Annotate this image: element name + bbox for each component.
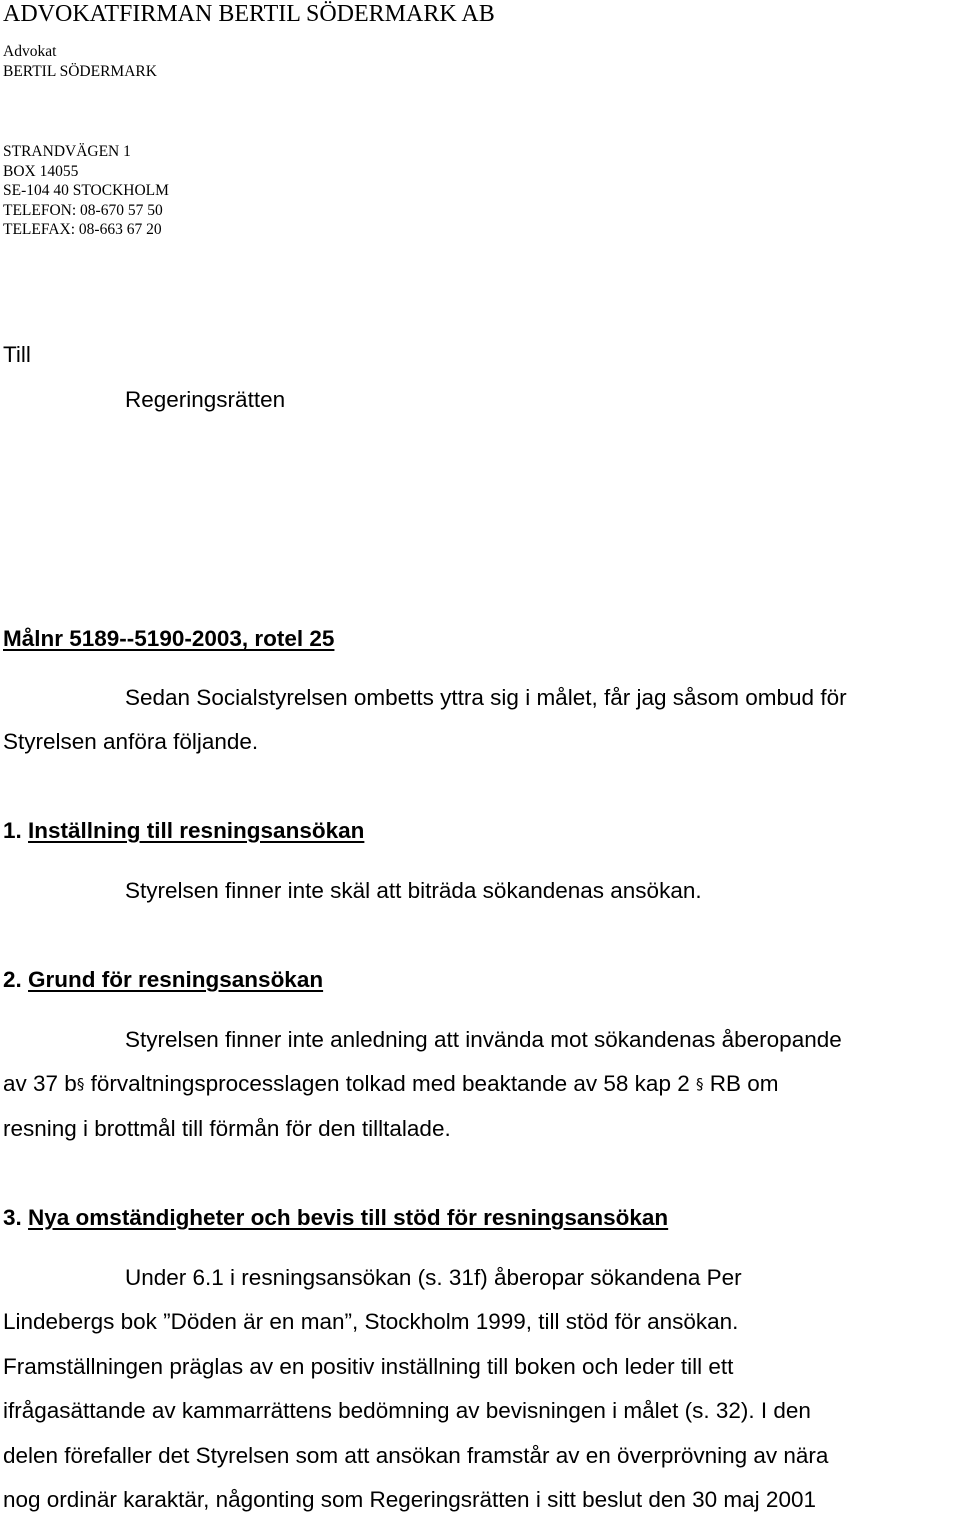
- section-number: 3.: [3, 1205, 22, 1230]
- section-title: Inställning till resningsansökan: [28, 818, 365, 843]
- case-number-text: Målnr 5189--5190-2003, rotel 25: [3, 626, 335, 651]
- text-segment: av 37 b: [3, 1071, 77, 1096]
- section-sign-icon: §: [76, 1075, 85, 1093]
- section-number: 1.: [3, 818, 22, 843]
- section-1-heading: [3, 818, 364, 844]
- section-2-heading: [3, 967, 323, 993]
- section-3-text: Under 6.1 i resningsansökan (s. 31f) åberopar sökandena Per: [125, 1265, 742, 1290]
- intro-line: Styrelsen anföra följande.: [3, 729, 259, 754]
- section-2-text: [3, 1071, 779, 1097]
- section-title: Nya omständigheter och bevis till stöd för resningsansökan: [28, 1205, 669, 1230]
- lawyer-name: BERTIL SÖDERMARK: [3, 63, 157, 80]
- address-line: SE-104 40 STOCKHOLM: [3, 182, 169, 199]
- section-sign-icon: §: [695, 1075, 704, 1093]
- recipient-court: Regeringsrätten: [125, 387, 286, 412]
- fax-line: TELEFAX: 08-663 67 20: [3, 221, 162, 238]
- phone-line: TELEFON: 08-670 57 50: [3, 202, 163, 219]
- section-3-text: delen förefaller det Styrelsen som att ansökan framstår av en överprövning av nära: [3, 1443, 829, 1468]
- intro-line: Sedan Socialstyrelsen ombetts yttra sig i målet, får jag såsom ombud för: [125, 685, 847, 710]
- firm-name: ADVOKATFIRMAN BERTIL SÖDERMARK AB: [3, 1, 495, 27]
- text-segment: RB om: [709, 1071, 779, 1096]
- section-3-text: nog ordinär karaktär, någonting som Regeringsrätten i sitt beslut den 30 maj 2001: [3, 1487, 816, 1512]
- text-segment: förvaltningsprocesslagen tolkad med beaktande av 58 kap 2: [90, 1071, 690, 1096]
- section-2-text: resning i brottmål till förmån för den tilltalade.: [3, 1116, 451, 1141]
- section-3-text: Framställningen präglas av en positiv inställning till boken och leder till ett: [3, 1354, 734, 1379]
- section-title: Grund för resningsansökan: [28, 967, 324, 992]
- section-3-text: ifrågasättande av kammarrättens bedömning av bevisningen i målet (s. 32). I den: [3, 1398, 811, 1423]
- section-1-text: Styrelsen finner inte skäl att biträda sökandenas ansökan.: [125, 878, 702, 903]
- lawyer-title: Advokat: [3, 43, 57, 60]
- case-number: [3, 626, 334, 652]
- section-3-text: Lindebergs bok ”Döden är en man”, Stockholm 1999, till stöd för ansökan.: [3, 1309, 739, 1334]
- section-number: 2.: [3, 967, 22, 992]
- address-line: BOX 14055: [3, 163, 79, 180]
- section-2-text: Styrelsen finner inte anledning att invända mot sökandenas åberopande: [125, 1027, 842, 1052]
- recipient-label: Till: [3, 342, 31, 367]
- address-line: STRANDVÄGEN 1: [3, 143, 131, 160]
- section-3-heading: [3, 1205, 668, 1231]
